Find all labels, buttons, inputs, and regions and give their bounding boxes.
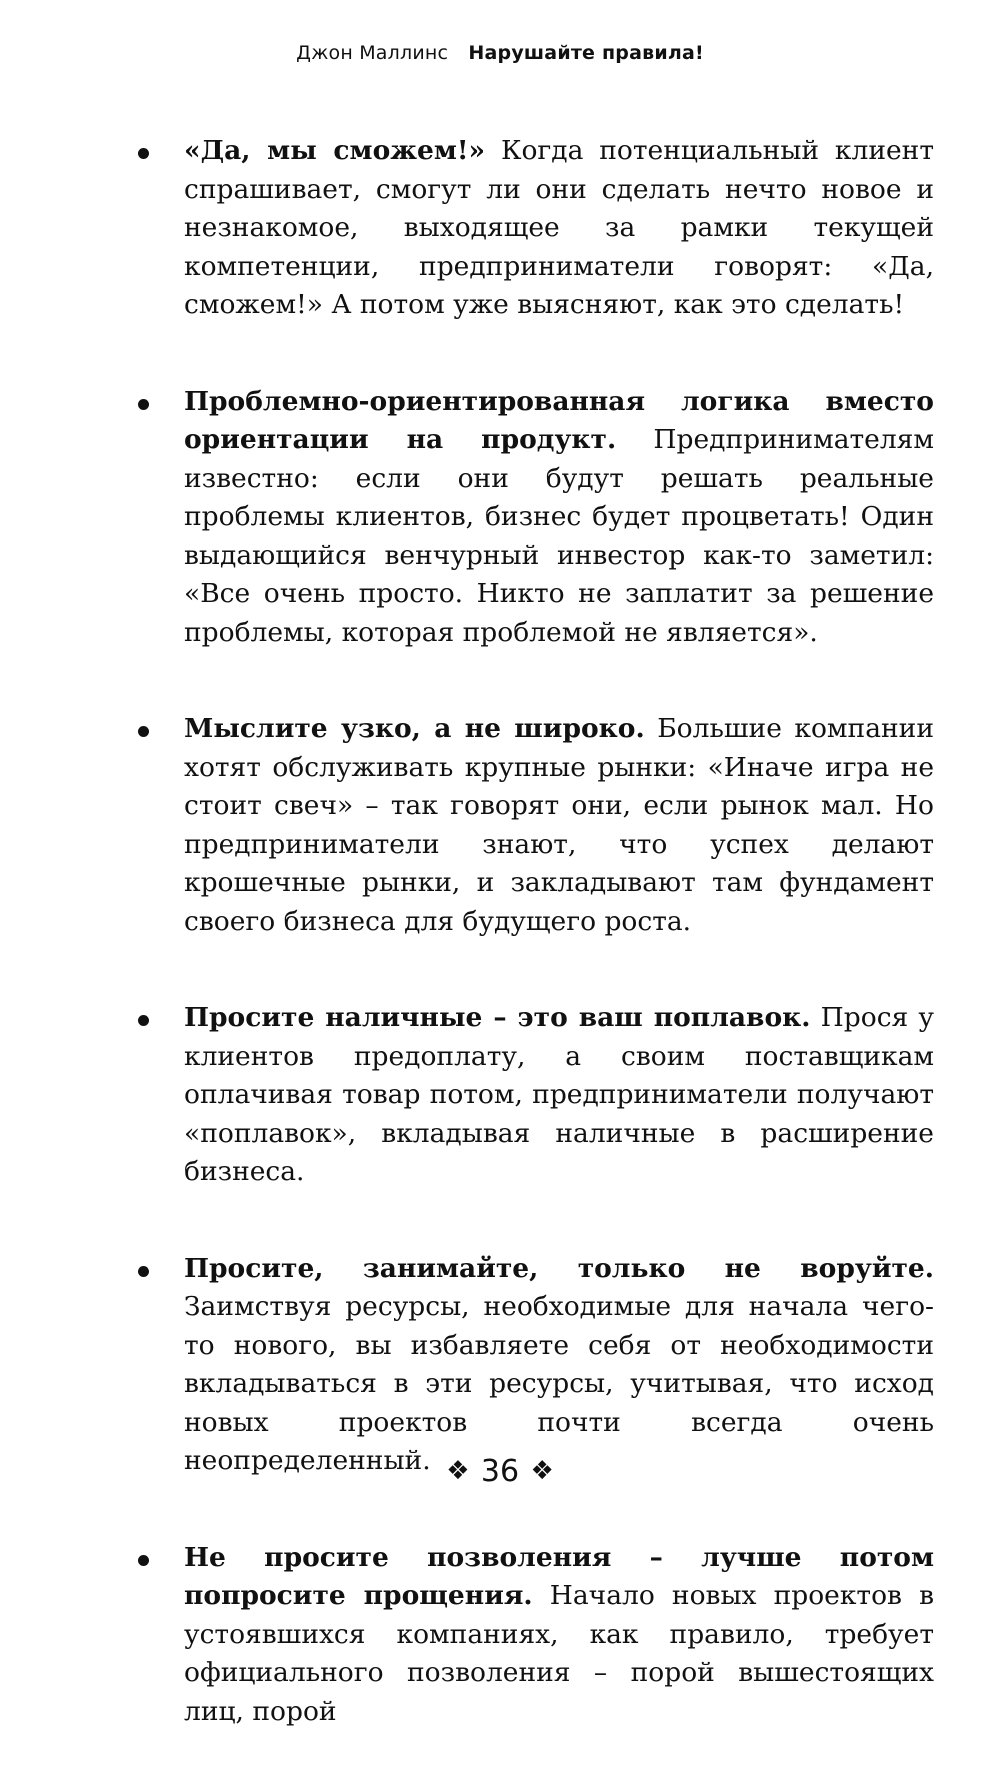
list-item-text — [184, 710, 934, 941]
list-item — [0, 1250, 1000, 1481]
page-footer — [0, 1454, 1000, 1489]
list-item-lead: Просите наличные – это ваш поплавок. — [184, 1002, 811, 1033]
list-item-body: Когда потенциальный клиент спрашивает, смогут ли они сделать нечто новое и незнакомое, выходящее за рамки текущей компетенции, предприниматели говорят: «Да, сможем!» А потом уже выясняют, как это сделать! — [184, 135, 934, 320]
list-item-body: Большие компании хотят обслуживать крупные рынки: «Иначе игра не стоит свеч» – так говорят они, если рынок мал. Но предприниматели знают, что успех делают крошечные рынки, и закладывают там фундамент своего бизнеса для будущего роста. — [184, 713, 934, 937]
list-item-text — [184, 1250, 934, 1481]
bullet-icon — [138, 726, 149, 737]
bullet-icon — [138, 1266, 149, 1277]
list-item-text — [184, 1539, 934, 1732]
list-item-text — [184, 383, 934, 653]
bullet-icon — [138, 148, 149, 159]
list-item-text — [184, 999, 934, 1192]
list-item — [0, 383, 1000, 653]
header-author: Джон Маллинс — [296, 42, 449, 64]
list-item — [0, 132, 1000, 325]
list-item-lead: Просите, занимайте, только не воруйте. — [184, 1252, 934, 1284]
list-item-body: Заимствуя ресурсы, необходимые для начала чего-то нового, вы избавляете себя от необходимости вкладываться в эти ресурсы, учитывая, что исход новых проектов почти всегда очень неопределенный. — [184, 1291, 934, 1476]
bullet-icon — [138, 399, 149, 410]
list-item-body: Прося у клиентов предоплату, а своим поставщикам оплачивая товар потом, предприниматели получают «поплавок», вкладывая наличные в расширение бизнеса. — [184, 1002, 934, 1187]
page-number: 36 — [480, 1454, 520, 1489]
list-item-body: Начало новых проектов в устоявшихся компаниях, как правило, требует официального позволения – порой вышестоящих лиц, порой — [184, 1580, 934, 1727]
ornament-right-icon: ❖ — [530, 1456, 554, 1486]
bullet-icon — [138, 1015, 149, 1026]
list-item-lead: «Да, мы сможем!» — [184, 135, 486, 166]
list-item — [0, 710, 1000, 941]
list-item-lead: Проблемно-ориентированная логика вместо ориентации на продукт. — [184, 385, 934, 455]
list-item — [0, 1539, 1000, 1732]
ornament-left-icon: ❖ — [446, 1456, 470, 1486]
list-item-text — [184, 132, 934, 325]
list-item-body: Предпринимателям известно: если они будут решать реальные проблемы клиентов, бизнес будет процветать! Один выдающийся венчурный инвестор как-то заметил: «Все очень просто. Никто не заплатит за решение проблемы, которая проблемой не является». — [184, 424, 934, 648]
list-item — [0, 999, 1000, 1192]
bullet-icon — [138, 1555, 149, 1566]
list-item-lead: Мыслите узко, а не широко. — [184, 713, 645, 744]
header-book-title: Нарушайте правила! — [468, 42, 704, 64]
list-item-lead: Не просите позволения – лучше потом попросите прощения. — [184, 1541, 934, 1611]
bullet-list — [0, 132, 1000, 1789]
running-header — [0, 42, 1000, 64]
